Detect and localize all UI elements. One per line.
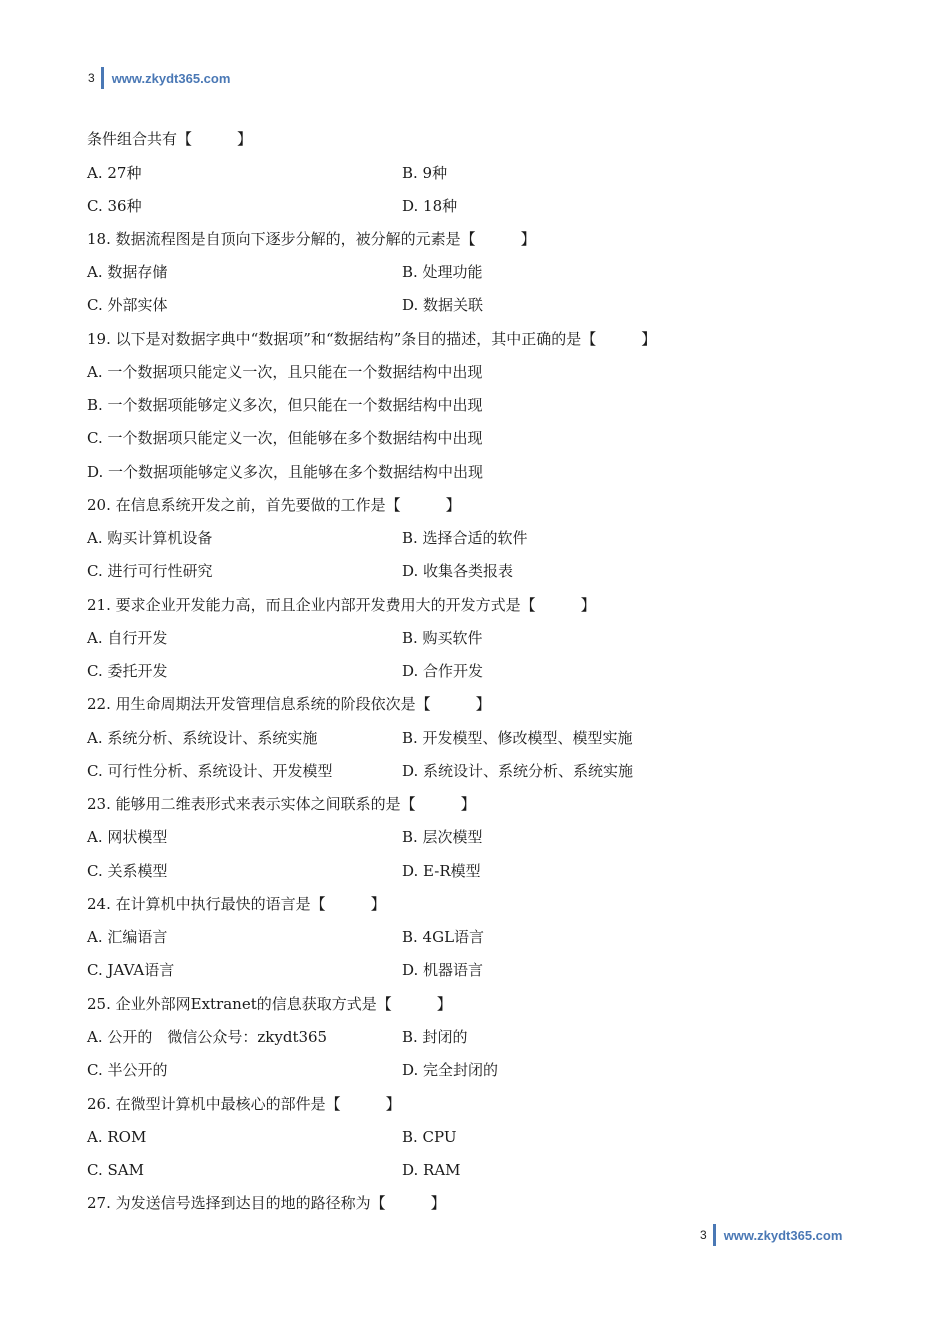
option-a: A. ROM (87, 1128, 147, 1146)
page-header (88, 67, 230, 89)
option-c: C. 委托开发 (87, 662, 168, 680)
question-18: 18. 数据流程图是自顶向下逐步分解的，被分解的元素是【 】 (87, 230, 536, 248)
option-d: D. 系统设计、系统分析、系统实施 (402, 762, 634, 780)
footer-page-number: 3 (700, 1228, 707, 1242)
question-27: 27. 为发送信号选择到达目的地的路径称为【 】 (87, 1194, 446, 1212)
option-d: D. 收集各类报表 (402, 562, 514, 580)
page-footer (700, 1224, 842, 1246)
footer-site-link[interactable]: www.zkydt365.com (723, 1227, 843, 1243)
question-20: 20. 在信息系统开发之前，首先要做的工作是【 】 (87, 496, 461, 514)
option-b: B. 一个数据项能够定义多次，但只能在一个数据结构中出现 (87, 396, 483, 414)
option-b: B. 层次模型 (402, 828, 483, 846)
option-c: C. JAVA语言 (87, 961, 175, 979)
option-d: D. 合作开发 (402, 662, 484, 680)
option-a: A. 数据存储 (87, 263, 168, 281)
footer-divider (713, 1224, 716, 1246)
option-b: B. 选择合适的软件 (402, 529, 528, 547)
option-a: A. 一个数据项只能定义一次，且只能在一个数据结构中出现 (87, 363, 483, 381)
question-23: 23. 能够用二维表形式来表示实体之间联系的是【 】 (87, 795, 476, 813)
option-a: A. 自行开发 (87, 629, 168, 647)
option-a: A. 27种 (87, 164, 142, 182)
option-b: B. 9种 (402, 164, 448, 182)
option-d: D. RAM (402, 1161, 461, 1179)
option-c: C. 36种 (87, 197, 142, 215)
option-b: B. 封闭的 (402, 1028, 468, 1046)
option-d: D. 机器语言 (402, 961, 484, 979)
question-21: 21. 要求企业开发能力高，而且企业内部开发费用大的开发方式是【 】 (87, 596, 596, 614)
option-b: B. CPU (402, 1128, 457, 1146)
option-d: D. 18种 (402, 197, 458, 215)
question-25: 25. 企业外部网Extranet的信息获取方式是【 】 (87, 995, 452, 1013)
header-site-link[interactable]: www.zkydt365.com (111, 70, 231, 86)
option-c: C. 关系模型 (87, 862, 168, 880)
option-d: D. E-R模型 (402, 862, 481, 880)
option-b: B. 购买软件 (402, 629, 483, 647)
option-a: A. 网状模型 (87, 828, 168, 846)
option-b: B. 开发模型、修改模型、模型实施 (402, 729, 633, 747)
option-c: C. 可行性分析、系统设计、开发模型 (87, 762, 333, 780)
option-c: C. 外部实体 (87, 296, 168, 314)
header-divider (101, 67, 104, 89)
question-19: 19. 以下是对数据字典中“数据项”和“数据结构”条目的描述，其中正确的是【 】 (87, 330, 657, 348)
option-d: D. 数据关联 (402, 296, 484, 314)
option-b: B. 4GL语言 (402, 928, 485, 946)
option-b: B. 处理功能 (402, 263, 483, 281)
option-c: C. 半公开的 (87, 1061, 168, 1079)
option-a: A. 公开的 微信公众号：zkydt365 (87, 1028, 328, 1046)
option-a: A. 购买计算机设备 (87, 529, 213, 547)
question-continuation: 条件组合共有【 】 (87, 130, 253, 148)
option-a: A. 系统分析、系统设计、系统实施 (87, 729, 318, 747)
header-page-number: 3 (88, 71, 95, 85)
option-c: C. 一个数据项只能定义一次，但能够在多个数据结构中出现 (87, 429, 483, 447)
option-a: A. 汇编语言 (87, 928, 168, 946)
option-c: C. SAM (87, 1161, 144, 1179)
question-24: 24. 在计算机中执行最快的语言是【 】 (87, 895, 386, 913)
question-22: 22. 用生命周期法开发管理信息系统的阶段依次是【 】 (87, 695, 491, 713)
question-26: 26. 在微型计算机中最核心的部件是【 】 (87, 1095, 401, 1113)
option-d: D. 一个数据项能够定义多次，且能够在多个数据结构中出现 (87, 463, 484, 481)
option-c: C. 进行可行性研究 (87, 562, 213, 580)
option-d: D. 完全封闭的 (402, 1061, 499, 1079)
